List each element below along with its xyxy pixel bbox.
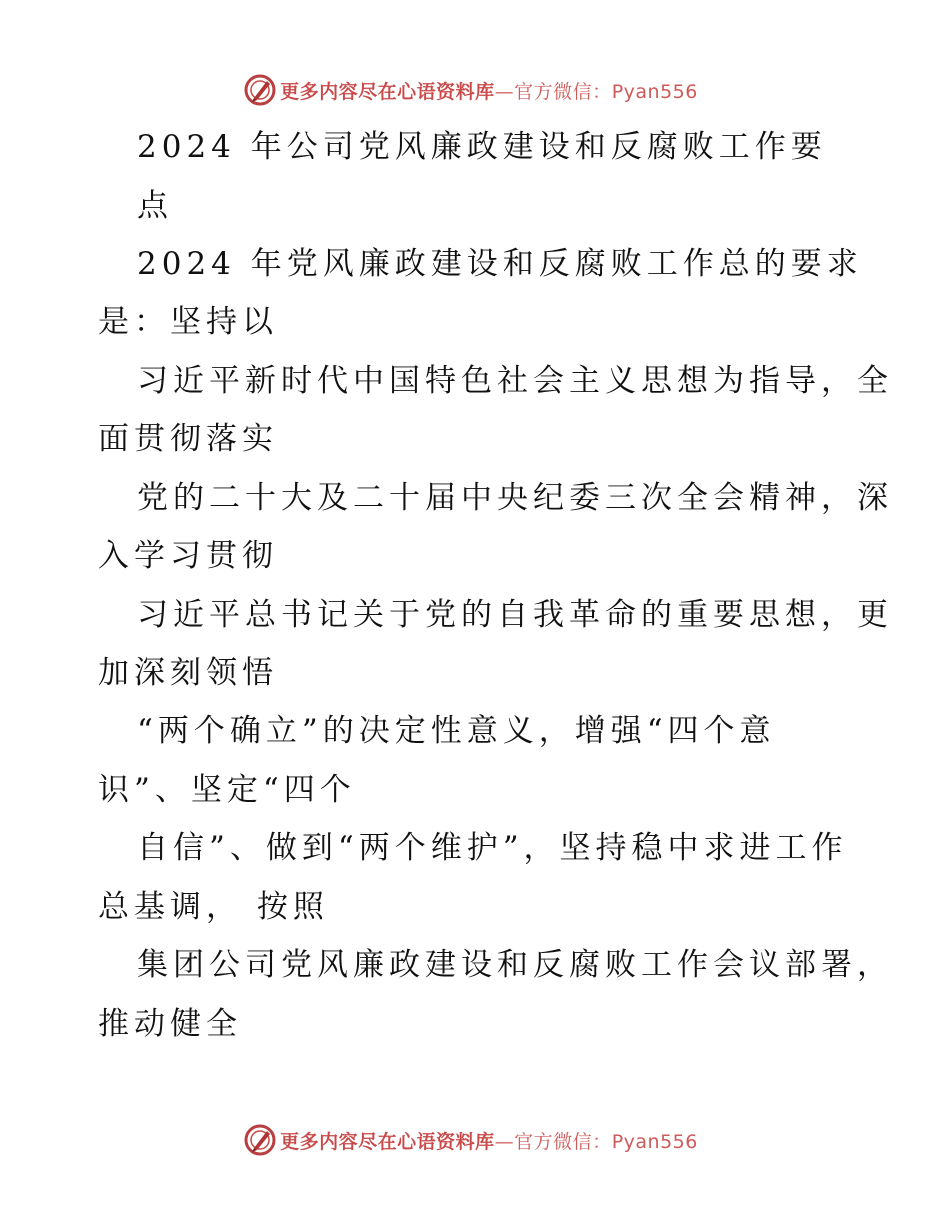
body-line: 识”、坚定“四个: [98, 772, 356, 808]
watermark-dash: —: [494, 1130, 515, 1153]
watermark-dash: —: [494, 80, 515, 103]
header-watermark: [0, 70, 950, 110]
body-line: 党的二十大及二十届中央纪委三次全会精神，深: [137, 480, 893, 516]
body-line: 习近平总书记关于党的自我革命的重要思想，更: [137, 597, 893, 633]
body-line: 习近平新时代中国特色社会主义思想为指导，全: [137, 363, 893, 399]
body-line: 总基调， 按照: [98, 889, 329, 925]
watermark-contact-label: 官方微信：: [514, 80, 612, 103]
document-title-line-2: 点: [137, 188, 173, 224]
footer-watermark: [0, 1120, 950, 1160]
body-line: 集团公司党风廉政建设和反腐败工作会议部署，: [137, 947, 893, 983]
body-line: 是：坚持以: [98, 304, 278, 340]
body-line: 入学习贯彻: [98, 538, 278, 574]
pen-circle-icon: [242, 72, 278, 108]
watermark-main: 更多内容尽在心语资料库: [280, 80, 495, 103]
watermark-contact-label: 官方微信：: [514, 1130, 612, 1153]
watermark-main: 更多内容尽在心语资料库: [280, 1130, 495, 1153]
watermark-text: [280, 77, 698, 104]
document-title-line-1: 2024 年公司党风廉政建设和反腐败工作要: [137, 129, 827, 165]
watermark-contact-id: Pyan556: [611, 1130, 698, 1153]
body-line: 面贯彻落实: [98, 421, 278, 457]
body-line: 2024 年党风廉政建设和反腐败工作总的要求: [137, 246, 863, 282]
body-line: 推动健全: [98, 1006, 242, 1042]
body-line: “两个确立”的决定性意义，增强“四个意: [137, 713, 776, 749]
body-line: 加深刻领悟: [98, 655, 278, 691]
watermark-text: [280, 1127, 698, 1154]
pen-circle-icon: [242, 1122, 278, 1158]
body-line: 自信”、做到“两个维护”，坚持稳中求进工作: [137, 830, 848, 866]
watermark-contact-id: Pyan556: [611, 80, 698, 103]
